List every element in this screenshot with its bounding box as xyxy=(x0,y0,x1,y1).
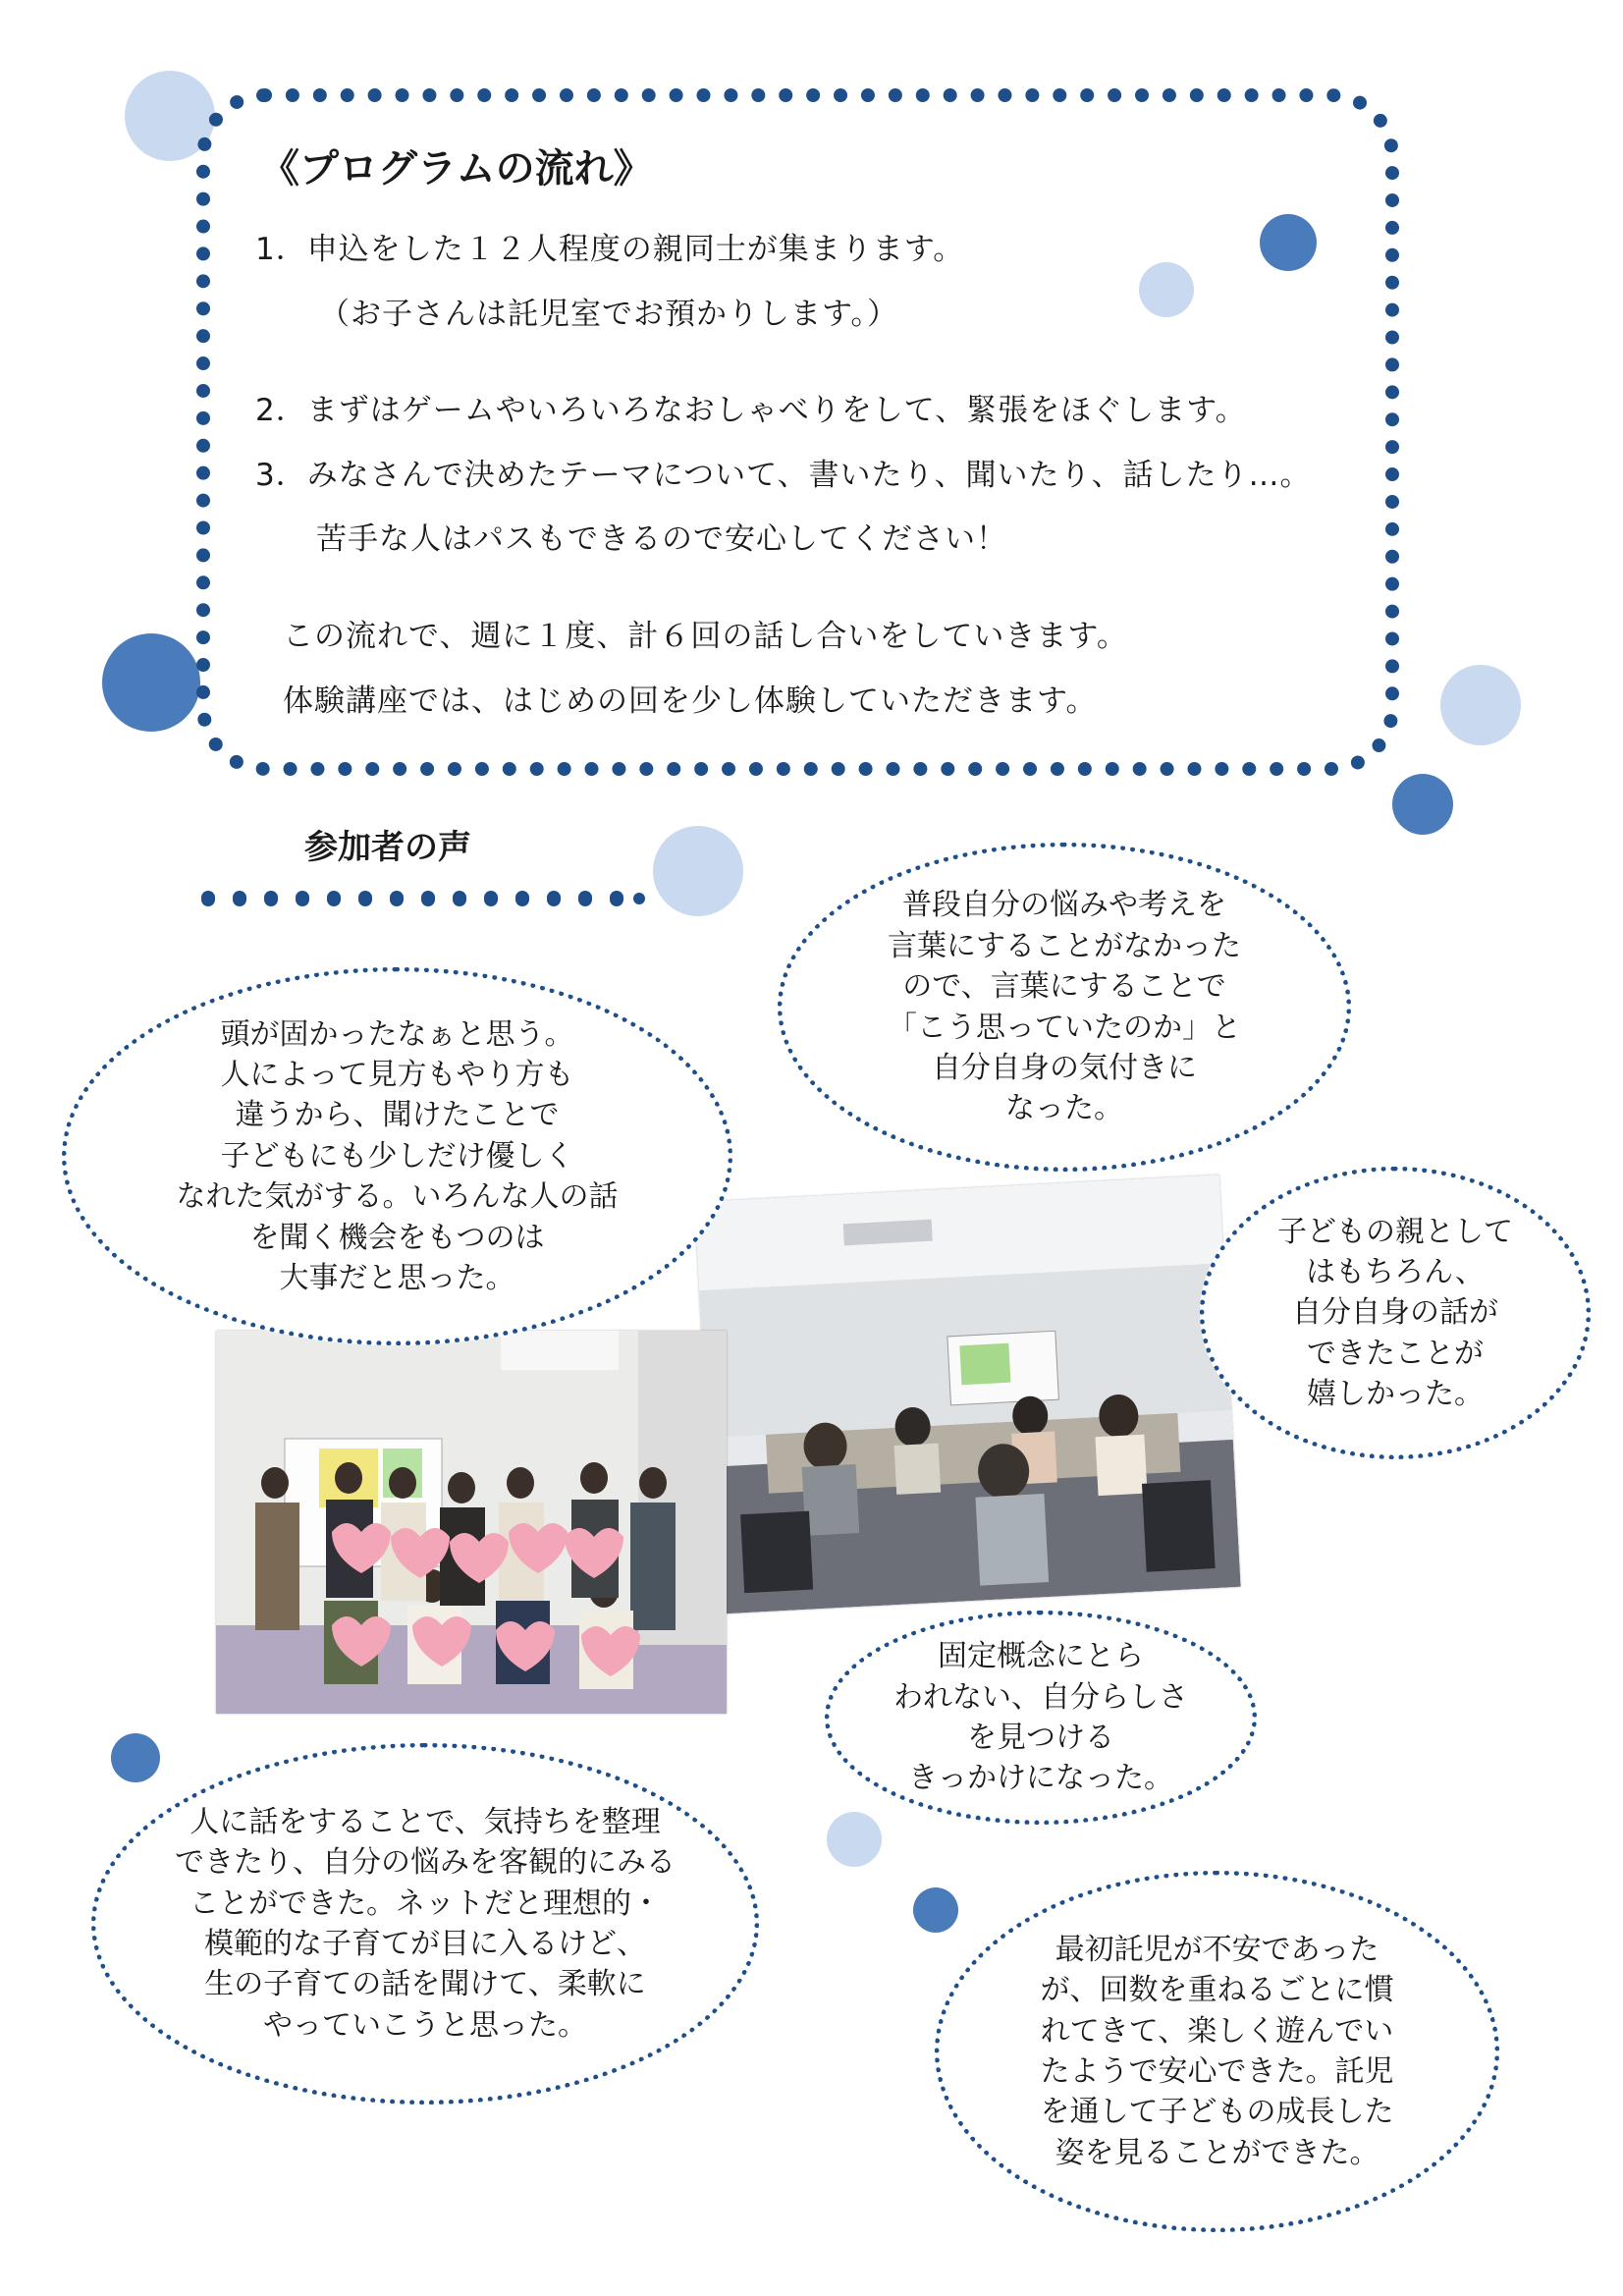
decor-circle xyxy=(111,1733,160,1782)
decor-circle xyxy=(827,1812,882,1867)
voice-text-1: 普段自分の悩みや考えを 言葉にすることがなかった ので、言葉にすることで 「こう思っていたのか」と 自分自身の気付きに なった。 xyxy=(888,888,1241,1126)
voice-bubble-6 xyxy=(935,1871,1499,2232)
program-step-2: 2．まずはゲームやいろいろなおしゃべりをして、緊張をほぐします。 xyxy=(255,393,1247,428)
decor-circle xyxy=(1392,774,1453,835)
program-step-1: 1．申込をした１２人程度の親同士が集まります。 xyxy=(255,232,965,267)
voices-divider xyxy=(201,889,648,908)
voice-text-5: 人に話をすることで、気持ちを整理 できたり、自分の悩みを客観的にみる ことができた。ネットだと理想的・ 模範的な子育てが目に入るけど、 生の子育ての話を聞けて、柔軟に やっていこうと思った。 xyxy=(175,1804,676,2043)
program-title: 《プログラムの流れ》 xyxy=(260,146,653,191)
voices-title: 参加者の声 xyxy=(304,828,471,867)
voice-bubble-2 xyxy=(62,967,732,1345)
program-step-1-note: （お子さんは託児室でお預かりします。） xyxy=(319,297,899,332)
voice-bubble-3 xyxy=(1200,1167,1591,1459)
decor-circle xyxy=(653,826,743,916)
voice-text-6: 最初託児が不安であった が、回数を重ねるごとに慣 れてきて、楽しく遊んでい たようで安心できた。託児 を通して子どもの成長した 姿を見ることができた。 xyxy=(1040,1932,1394,2170)
program-step-3-note: 苦手な人はパスもできるので安心してください！ xyxy=(316,521,1007,557)
voice-text-2: 頭が固かったなぁと思う。 人によって見方もやり方も 違うから、聞けたことで 子どもにも少しだけ優しく なれた気がする。いろんな人の話 を聞く機会をもつのは 大事だと思った。 xyxy=(176,1016,619,1295)
voice-bubble-4 xyxy=(825,1611,1257,1825)
meeting-photo xyxy=(694,1175,1240,1613)
voice-text-3: 子どもの親として はもちろん、 自分自身の話が できたことが 嬉しかった。 xyxy=(1277,1214,1513,1412)
program-step-3: 3．みなさんで決めたテーマについて、書いたり、聞いたり、話したり…。 xyxy=(255,458,1312,493)
group-photo xyxy=(216,1331,727,1714)
decor-circle xyxy=(102,633,200,732)
program-summary-1: この流れで、週に１度、計６回の話し合いをしていきます。 xyxy=(283,619,1128,654)
decor-circle xyxy=(1440,665,1521,745)
voice-bubble-1 xyxy=(778,843,1351,1172)
voice-bubble-5 xyxy=(91,1743,759,2105)
voice-text-4: 固定概念にとら われない、自分らしさ を見つける きっかけになった。 xyxy=(893,1639,1188,1796)
program-summary-2: 体験講座では、はじめの回を少し体験していただきます。 xyxy=(283,683,1098,719)
decor-circle xyxy=(913,1887,958,1933)
